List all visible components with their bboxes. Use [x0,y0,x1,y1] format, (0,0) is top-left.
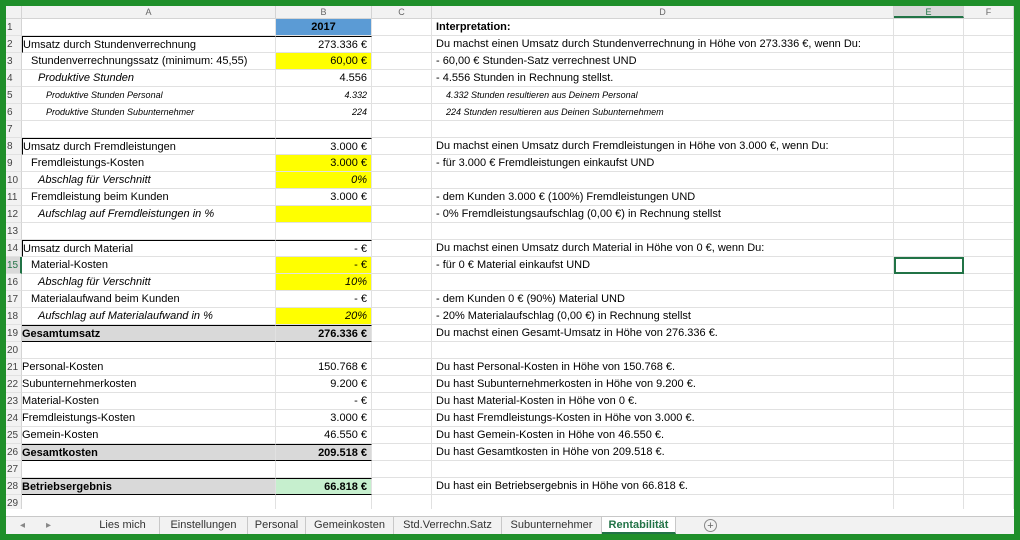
table-row [6,342,1014,359]
cell-c[interactable] [372,325,432,342]
column-header-e[interactable]: E [894,6,964,18]
cell-e[interactable] [894,138,964,155]
cell-d[interactable] [432,495,894,509]
cell-d[interactable]: - für 0 € Material einkaufst UND [432,257,894,274]
cell-f[interactable] [964,53,1014,70]
cell-d[interactable]: Interpretation: [432,19,894,36]
cell-b[interactable]: 3.000 € [276,189,372,206]
cell-a[interactable] [22,19,276,36]
cell-e[interactable] [894,376,964,393]
cell-e[interactable] [894,53,964,70]
cell-e[interactable] [894,36,964,53]
row-header[interactable]: 16 [6,274,22,291]
cell-b[interactable]: 224 [276,104,372,121]
row-header[interactable]: 22 [6,376,22,393]
cell-e[interactable] [894,240,964,257]
cell-f[interactable] [964,478,1014,495]
cell-b[interactable] [276,495,372,509]
table-row [6,359,1014,376]
table-row [6,410,1014,427]
cell-e[interactable] [894,342,964,359]
cell-b[interactable]: 276.336 € [276,325,372,342]
cell-a[interactable]: Produktive Stunden Personal [22,87,276,104]
row-header[interactable]: 28 [6,478,22,495]
cell-d[interactable]: - 4.556 Stunden in Rechnung stellst. [432,70,894,87]
cell-a[interactable]: Produktive Stunden Subunternehmer [22,104,276,121]
sheet-tab[interactable]: Einstellungen [160,517,248,534]
cell-f[interactable] [964,189,1014,206]
cell-a[interactable]: Umsatz durch Material [22,240,276,257]
cell-f[interactable] [964,19,1014,36]
select-all-corner[interactable] [6,6,22,18]
row-header[interactable]: 17 [6,291,22,308]
cell-b[interactable]: 4.332 [276,87,372,104]
table-row [6,87,1014,104]
row-header[interactable]: 25 [6,427,22,444]
cell-d[interactable] [432,461,894,478]
cell-d[interactable] [432,342,894,359]
cell-e[interactable] [894,478,964,495]
cell-c[interactable] [372,393,432,410]
sheet-tab[interactable]: Lies mich [86,517,160,534]
table-row [6,155,1014,172]
cell-d[interactable]: 4.332 Stunden resultieren aus Deinem Personal [432,87,894,104]
cell-a[interactable] [22,223,276,240]
cell-f[interactable] [964,36,1014,53]
table-row [6,223,1014,240]
sheet-tab[interactable]: Rentabilität [602,517,676,534]
cell-b[interactable]: - € [276,291,372,308]
cell-f[interactable] [964,257,1014,274]
cell-e[interactable] [894,206,964,223]
cell-f[interactable] [964,274,1014,291]
cell-c[interactable] [372,223,432,240]
cell-f[interactable] [964,206,1014,223]
row-header[interactable]: 27 [6,461,22,478]
cell-f[interactable] [964,444,1014,461]
cell-f[interactable] [964,308,1014,325]
cell-c[interactable] [372,376,432,393]
cell-f[interactable] [964,291,1014,308]
cell-a[interactable]: Fremdleistung beim Kunden [22,189,276,206]
cell-c[interactable] [372,308,432,325]
row-header[interactable]: 24 [6,410,22,427]
cell-c[interactable] [372,274,432,291]
cell-c[interactable] [372,53,432,70]
cell-a[interactable]: Fremdleistungs-Kosten [22,155,276,172]
cell-e[interactable] [894,359,964,376]
table-row [6,172,1014,189]
table-row [6,138,1014,155]
cell-e[interactable] [894,308,964,325]
cell-d[interactable]: - dem Kunden 3.000 € (100%) Fremdleistungen UND [432,189,894,206]
table-row [6,376,1014,393]
cell-d[interactable]: Du machst einen Gesamt-Umsatz in Höhe von 276.336 €. [432,325,894,342]
table-row [6,495,1014,509]
column-header-c[interactable]: C [372,6,432,18]
sheet-tab[interactable]: Subunternehmer [502,517,602,534]
table-row [6,36,1014,53]
cell-a[interactable]: Aufschlag auf Materialaufwand in % [22,308,276,325]
cell-b[interactable] [276,206,372,223]
worksheet-grid [6,19,1014,509]
sheet-tab[interactable]: Gemeinkosten [306,517,394,534]
cell-f[interactable] [964,240,1014,257]
cell-a[interactable]: Fremdleistungs-Kosten [22,410,276,427]
cell-e[interactable] [894,291,964,308]
cell-b[interactable]: 2017 [276,19,372,36]
cell-c[interactable] [372,70,432,87]
cell-f[interactable] [964,495,1014,509]
row-header[interactable]: 5 [6,87,22,104]
cell-e[interactable] [894,121,964,138]
row-header[interactable]: 9 [6,155,22,172]
table-row [6,104,1014,121]
table-row [6,240,1014,257]
row-header[interactable]: 3 [6,53,22,70]
row-header[interactable]: 14 [6,240,22,257]
cell-a[interactable]: Material-Kosten [22,257,276,274]
cell-f[interactable] [964,376,1014,393]
table-row [6,427,1014,444]
cell-a[interactable]: Produktive Stunden [22,70,276,87]
column-header-d[interactable]: D [432,6,894,18]
cell-a[interactable] [22,461,276,478]
cell-c[interactable] [372,478,432,495]
row-header[interactable]: 2 [6,36,22,53]
cell-d[interactable]: 224 Stunden resultieren aus Deinen Subunternehmem [432,104,894,121]
cell-e[interactable] [894,155,964,172]
row-header[interactable]: 10 [6,172,22,189]
cell-a[interactable]: Gemein-Kosten [22,427,276,444]
row-header[interactable]: 12 [6,206,22,223]
table-row [6,478,1014,495]
cell-e[interactable] [894,104,964,121]
cell-b[interactable]: 9.200 € [276,376,372,393]
cell-a[interactable]: Personal-Kosten [22,359,276,376]
cell-d[interactable]: Du hast Material-Kosten in Höhe von 0 €. [432,393,894,410]
row-header[interactable]: 6 [6,104,22,121]
column-header-b[interactable]: B [276,6,372,18]
cell-f[interactable] [964,70,1014,87]
spreadsheet-window [6,6,1014,534]
cell-b[interactable]: 150.768 € [276,359,372,376]
cell-c[interactable] [372,410,432,427]
cell-d[interactable] [432,223,894,240]
cell-d[interactable]: - 0% Fremdleistungsaufschlag (0,00 €) in Rechnung stellst [432,206,894,223]
cell-a[interactable]: Materialaufwand beim Kunden [22,291,276,308]
table-row [6,53,1014,70]
cell-a[interactable]: Stundenverrechnungssatz (minimum: 45,55) [22,53,276,70]
cell-a[interactable]: Abschlag für Verschnitt [22,274,276,291]
cell-d[interactable] [432,121,894,138]
cell-b[interactable] [276,342,372,359]
cell-d[interactable] [432,274,894,291]
cell-e[interactable] [894,257,964,274]
cell-f[interactable] [964,104,1014,121]
cell-b[interactable]: 0% [276,172,372,189]
cell-c[interactable] [372,291,432,308]
cell-d[interactable]: Du machst einen Umsatz durch Stundenverrechnung in Höhe von 273.336 €, wenn Du: [432,36,894,53]
table-row [6,19,1014,36]
table-row [6,291,1014,308]
tab-scroll-right-icon[interactable]: ▸ [46,520,52,531]
cell-f[interactable] [964,427,1014,444]
row-header[interactable]: 4 [6,70,22,87]
row-header[interactable]: 7 [6,121,22,138]
cell-b[interactable] [276,223,372,240]
cell-e[interactable] [894,410,964,427]
cell-b[interactable] [276,461,372,478]
cell-d[interactable]: Du hast ein Betriebsergebnis in Höhe von 66.818 €. [432,478,894,495]
cell-e[interactable] [894,70,964,87]
cell-c[interactable] [372,104,432,121]
cell-f[interactable] [964,172,1014,189]
cell-a[interactable]: Gesamtkosten [22,444,276,461]
row-header[interactable]: 18 [6,308,22,325]
cell-b[interactable]: - € [276,240,372,257]
cell-c[interactable] [372,444,432,461]
cell-e[interactable] [894,87,964,104]
cell-b[interactable]: 66.818 € [276,478,372,495]
cell-a[interactable] [22,495,276,509]
add-sheet-icon[interactable]: + [704,519,717,532]
cell-f[interactable] [964,393,1014,410]
cell-b[interactable]: 60,00 € [276,53,372,70]
cell-b[interactable]: 4.556 [276,70,372,87]
sheet-tab-bar [6,516,1014,534]
cell-a[interactable]: Material-Kosten [22,393,276,410]
cell-b[interactable]: 3.000 € [276,410,372,427]
cell-b[interactable]: 273.336 € [276,36,372,53]
cell-a[interactable]: Betriebsergebnis [22,478,276,495]
cell-e[interactable] [894,427,964,444]
cell-c[interactable] [372,19,432,36]
row-header[interactable]: 23 [6,393,22,410]
cell-a[interactable]: Subunternehmerkosten [22,376,276,393]
row-header[interactable]: 26 [6,444,22,461]
cell-b[interactable] [276,121,372,138]
cell-a[interactable]: Aufschlag auf Fremdleistungen in % [22,206,276,223]
table-row [6,325,1014,342]
cell-d[interactable]: Du machst einen Umsatz durch Fremdleistungen in Höhe von 3.000 €, wenn Du: [432,138,894,155]
row-header[interactable]: 15 [6,257,22,274]
cell-d[interactable]: - 60,00 € Stunden-Satz verrechnest UND [432,53,894,70]
cell-b[interactable]: 46.550 € [276,427,372,444]
cell-d[interactable]: - 20% Materialaufschlag (0,00 €) in Rechnung stellst [432,308,894,325]
cell-d[interactable]: Du hast Fremdleistungs-Kosten in Höhe von 3.000 €. [432,410,894,427]
table-row [6,393,1014,410]
table-row [6,206,1014,223]
cell-e[interactable] [894,444,964,461]
cell-e[interactable] [894,495,964,509]
column-header-bar [6,6,1014,19]
cell-e[interactable] [894,172,964,189]
cell-c[interactable] [372,36,432,53]
cell-a[interactable] [22,121,276,138]
cell-c[interactable] [372,206,432,223]
cell-b[interactable]: - € [276,257,372,274]
cell-f[interactable] [964,342,1014,359]
row-header[interactable]: 19 [6,325,22,342]
cell-a[interactable]: Gesamtumsatz [22,325,276,342]
row-header[interactable]: 11 [6,189,22,206]
column-header-f[interactable]: F [964,6,1014,18]
cell-f[interactable] [964,121,1014,138]
cell-f[interactable] [964,410,1014,427]
cell-c[interactable] [372,427,432,444]
cell-a[interactable]: Umsatz durch Stundenverrechnung [22,36,276,53]
table-row [6,308,1014,325]
cell-b[interactable]: 20% [276,308,372,325]
cell-d[interactable]: - für 3.000 € Fremdleistungen einkaufst UND [432,155,894,172]
cell-e[interactable] [894,461,964,478]
cell-a[interactable]: Abschlag für Verschnitt [22,172,276,189]
cell-d[interactable]: Du hast Personal-Kosten in Höhe von 150.768 €. [432,359,894,376]
row-header[interactable]: 29 [6,495,22,509]
table-row [6,189,1014,206]
row-header[interactable]: 21 [6,359,22,376]
cell-c[interactable] [372,155,432,172]
table-row [6,257,1014,274]
cell-b[interactable]: 3.000 € [276,138,372,155]
cell-e[interactable] [894,393,964,410]
table-row [6,444,1014,461]
cell-d[interactable] [432,172,894,189]
cell-e[interactable] [894,274,964,291]
cell-d[interactable]: - dem Kunden 0 € (90%) Material UND [432,291,894,308]
cell-c[interactable] [372,121,432,138]
cell-e[interactable] [894,325,964,342]
cell-f[interactable] [964,461,1014,478]
cell-c[interactable] [372,189,432,206]
cell-f[interactable] [964,359,1014,376]
cell-b[interactable]: - € [276,393,372,410]
cell-d[interactable]: Du hast Gemein-Kosten in Höhe von 46.550 €. [432,427,894,444]
table-row [6,121,1014,138]
row-header[interactable]: 20 [6,342,22,359]
table-row [6,70,1014,87]
cell-a[interactable]: Umsatz durch Fremdleistungen [22,138,276,155]
cell-e[interactable] [894,223,964,240]
sheet-tab[interactable]: Std.Verrechn.Satz [394,517,502,534]
cell-a[interactable] [22,342,276,359]
cell-c[interactable] [372,257,432,274]
cell-b[interactable]: 10% [276,274,372,291]
cell-c[interactable] [372,172,432,189]
cell-c[interactable] [372,359,432,376]
row-header[interactable]: 13 [6,223,22,240]
cell-c[interactable] [372,240,432,257]
cell-c[interactable] [372,87,432,104]
row-header[interactable]: 8 [6,138,22,155]
tab-scroll-left-icon[interactable]: ◂ [20,520,26,531]
cell-b[interactable]: 3.000 € [276,155,372,172]
column-header-a[interactable]: A [22,6,276,18]
cell-f[interactable] [964,325,1014,342]
cell-c[interactable] [372,138,432,155]
cell-d[interactable]: Du hast Gesamtkosten in Höhe von 209.518 €. [432,444,894,461]
cell-b[interactable]: 209.518 € [276,444,372,461]
cell-c[interactable] [372,342,432,359]
cell-d[interactable]: Du machst einen Umsatz durch Material in Höhe von 0 €, wenn Du: [432,240,894,257]
sheet-tab[interactable]: Personal [248,517,306,534]
row-header[interactable]: 1 [6,19,22,36]
cell-e[interactable] [894,189,964,206]
cell-f[interactable] [964,138,1014,155]
table-row [6,461,1014,478]
table-row [6,274,1014,291]
cell-f[interactable] [964,87,1014,104]
cell-f[interactable] [964,155,1014,172]
cell-d[interactable]: Du hast Subunternehmerkosten in Höhe von 9.200 €. [432,376,894,393]
cell-c[interactable] [372,495,432,509]
cell-e[interactable] [894,19,964,36]
cell-f[interactable] [964,223,1014,240]
cell-c[interactable] [372,461,432,478]
